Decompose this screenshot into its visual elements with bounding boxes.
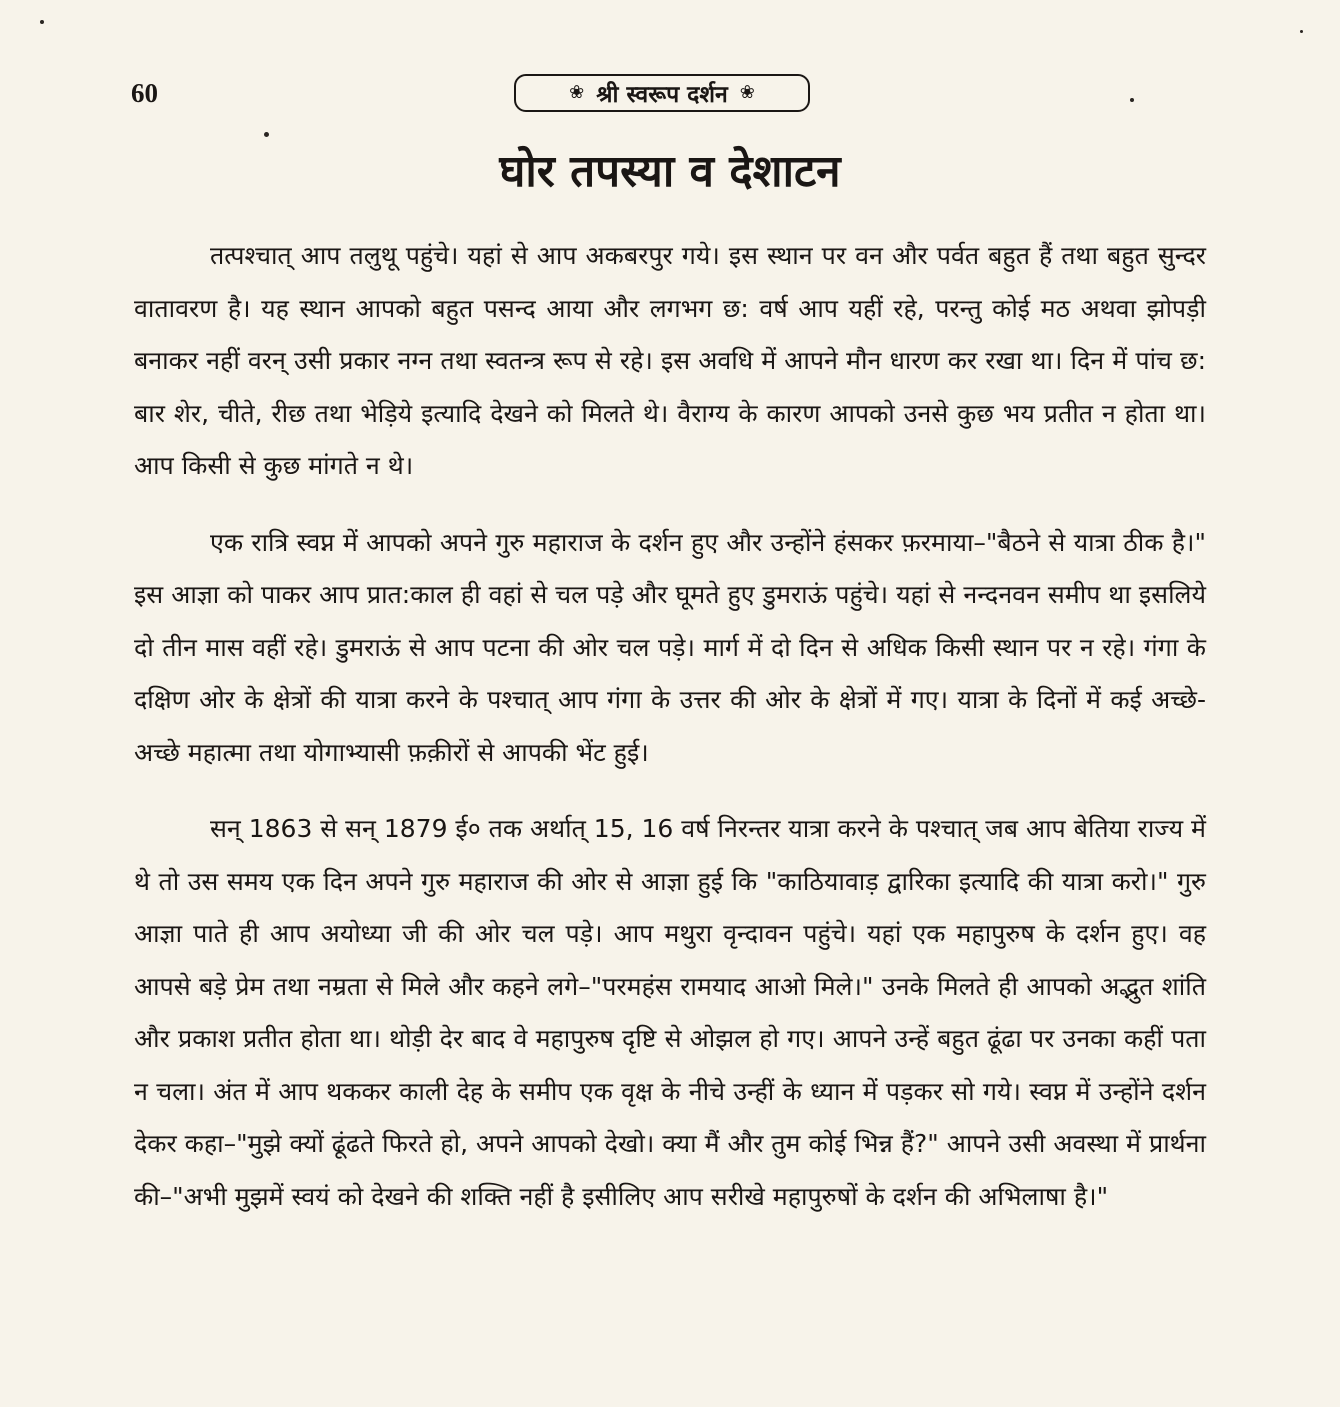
flower-ornament-icon: ❀: [739, 82, 755, 103]
page-number: 60: [131, 78, 158, 108]
chapter-title: घोर तपस्या व देशाटन: [499, 146, 841, 197]
print-speck: [1130, 98, 1134, 102]
print-speck: [1300, 30, 1303, 33]
running-header-title: श्री स्वरूप दर्शन: [596, 82, 728, 108]
paragraph: एक रात्रि स्वप्न में आपको अपने गुरु महाराज के दर्शन हुए और उन्होंने हंसकर फ़रमाया–"बैठने से यात्रा ठीक है।" इस आज्ञा को पाकर आप प्रात:काल ही वहां से चल पड़े और घूमते हुए डुमराऊं पहुंचे। यहां से नन्दनवन समीप था इसलिये दो तीन मास वहीं रहे। डुमराऊं से आप पटना की ओर चल पड़े। मार्ग में दो दिन से अधिक किसी स्थान पर न रहे। गंगा के दक्षिण ओर के क्षेत्रों की यात्रा करने के पश्चात् आप गंगा के उत्तर की ओर के क्षेत्रों में गए। यात्रा के दिनों में कई अच्छे-अच्छे महात्मा तथा योगाभ्यासी फ़क़ीरों से आपकी भेंट हुई।: [134, 527, 1206, 767]
print-speck: [264, 132, 269, 137]
print-speck: [40, 20, 44, 24]
flower-ornament-icon: ❀: [569, 82, 585, 103]
running-header: [514, 74, 810, 112]
paragraph: तत्पश्चात् आप तलुथू पहुंचे। यहां से आप अकबरपुर गये। इस स्थान पर वन और पर्वत बहुत हैं तथा बहुत सुन्दर वातावरण है। यह स्थान आपको बहुत पसन्द आया और लगभग छ: वर्ष आप यहीं रहे, परन्तु कोई मठ अथवा झोपड़ी बनाकर नहीं वरन् उसी प्रकार नग्न तथा स्वतन्त्र रूप से रहे। इस अवधि में आपने मौन धारण कर रखा था। दिन में पांच छ: बार शेर, चीते, रीछ तथा भेड़िये इत्यादि देखने को मिलते थे। वैराग्य के कारण आपको उनसे कुछ भय प्रतीत न होता था। आप किसी से कुछ मांगते न थे।: [134, 241, 1206, 480]
body-text: [134, 230, 1206, 1247]
paragraph: सन् 1863 से सन् 1879 ई० तक अर्थात् 15, 16 वर्ष निरन्तर यात्रा करने के पश्चात् जब आप बेतिया राज्य में थे तो उस समय एक दिन अपने गुरु महाराज की ओर से आज्ञा हुई कि "काठियावाड़ द्वारिका इत्यादि की यात्रा करो।" गुरु आज्ञा पाते ही आप अयोध्या जी की ओर चल पड़े। आप मथुरा वृन्दावन पहुंचे। यहां एक महापुरुष के दर्शन हुए। वह आपसे बड़े प्रेम तथा नम्रता से मिले और कहने लगे–"परमहंस रामयाद आओ मिले।" उनके मिलते ही आपको अद्भुत शांति और प्रकाश प्रतीत होता था। थोड़ी देर बाद वे महापुरुष दृष्टि से ओझल हो गए। आपने उन्हें बहुत ढूंढा पर उनका कहीं पता न चला। अंत में आप थककर काली देह के समीप एक वृक्ष के नीचे उन्हीं के ध्यान में पड़कर सो गये। स्वप्न में उन्होंने दर्शन देकर कहा–"मुझे क्यों ढूंढते फिरते हो, अपने आपको देखो। क्या मैं और तुम कोई भिन्न हैं?" आपने उसी अवस्था में प्रार्थना की–"अभी मुझमें स्वयं को देखने की शक्ति नहीं है इसीलिए आप सरीखे महापुरुषों के दर्शन की अभिलाषा है।": [134, 814, 1207, 1211]
